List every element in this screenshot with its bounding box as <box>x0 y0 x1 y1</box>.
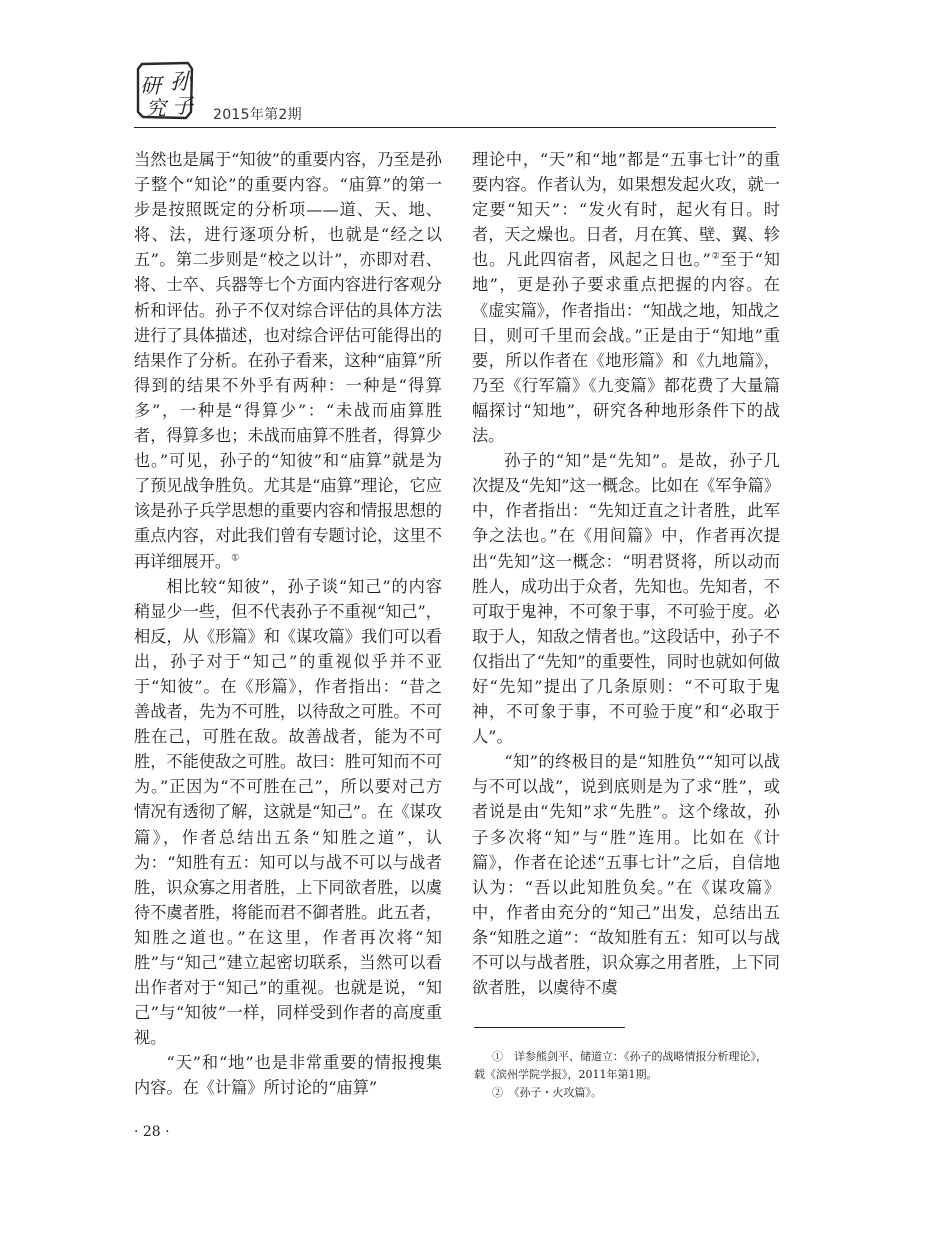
left-paragraph-2: 相比较“知彼”，孙子谈“知己”的内容稍显少一些，但不代表孙子不重视“知己”，相反，从《形篇》和《谋攻篇》我们可以看出，孙子对于“知己”的重视似乎并不亚于“知彼”。在《形篇》，作者指出：“昔之善战者，先为不可胜，以待敌之可胜。不可胜在己，可胜在敌。故善战者，能为不可胜，不能使敌之可胜。故曰：胜可知而不可为。”正因为“不可胜在己”，所以要对己方情况有透彻了解，这就是“知己”。在《谋攻篇》，作者总结出五条“知胜之道”，认为：“知胜有五：知可以与战不可以与战者胜，识众寡之用者胜，上下同欲者胜，以虞待不虞者胜，将能而君不御者胜。此五者，知胜之道也。”在这里，作者再次将“知胜”与“知己”建立起密切联系，当然可以看出作者对于“知己”的重视。也就是说，“知己”与“知彼”一样，同样受到作者的高度重视。 <box>134 576 442 1048</box>
page-number: · 28 · <box>134 1124 170 1140</box>
journal-logo <box>134 60 196 122</box>
left-paragraph-1-text: 当然也是属于“知彼”的重要内容，乃至是孙子整个“知论”的重要内容。“庙算”的第一步是按照既定的分析项——道、天、地、将、法，进行逐项分析，也就是“经之以五”。第二步则是“校之以计”，亦即对君、将、士卒、兵器等七个方面内容进行客观分析和评估。孙子不仅对综合评估的具体方法进行了具体描述，也对综合评估可能得出的结果作了分析。在孙子看来，这种“庙算”所得到的结果不外乎有两种：一种是“得算多”，一种是“得算少”：“未战而庙算胜者，得算多也；未战而庙算不胜者，得算少也。”可见，孙子的“知彼”和“庙算”就是为了预见战争胜负。尤其是“庙算”理论，它应该是孙子兵学思想的重要内容和情报思想的重点内容，对此我们曾有专题讨论，这里不再详细展开。 <box>134 150 442 571</box>
logo-char-yan: 研 <box>140 74 161 98</box>
footnotes <box>474 1048 776 1102</box>
left-paragraph-1 <box>134 147 442 574</box>
logo-char-jiu: 究 <box>146 96 166 120</box>
logo-char-sun: 孙 <box>170 70 193 95</box>
right-paragraph-1-text: 理论中，“天”和“地”都是“五事七计”的重要内容。作者认为，如果想发起火攻，就一定要“知天”：“发火有时，起火有日。时者，天之燥也。日者，月在箕、壁、翼、轸也。凡此四宿者，风起之日也。” <box>472 150 780 270</box>
right-column <box>472 147 780 1000</box>
right-paragraph-1-continuation: 至于“知地”，更是孙子要求重点把握的内容。在《虚实篇》，作者指出：“知战之地，知战之日，则可千里而会战。”正是由于“知地”重要，所以作者在《地形篇》和《九地篇》，乃至《行军篇》《九变篇》都花费了大量篇幅探讨“知地”，研究各种地形条件下的战法。 <box>472 250 780 446</box>
footnote-2: ② 《孙子・火攻篇》。 <box>492 1086 602 1099</box>
logo-char-zi: 子 <box>172 94 193 118</box>
footnote-rule <box>474 1027 625 1028</box>
footnote-ref-2[interactable]: ② <box>710 251 721 262</box>
header-rule <box>134 127 776 128</box>
footnote-ref-1[interactable]: ① <box>231 553 240 564</box>
right-paragraph-2: 孙子的“知”是“先知”。是故，孙子几次提及“先知”这一概念。比如在《军争篇》中，作者指出：“先知迂直之计者胜，此军争之法也。”在《用间篇》中，作者再次提出“先知”这一概念：“明君贤将，所以动而胜人，成功出于众者，先知也。先知者，不可取于鬼神，不可象于事，不可验于度。必取于人，知敌之情者也。”这段话中，孙子不仅指出了“先知”的重要性，同时也就如何做好“先知”提出了几条原则：“不可取于鬼神，不可象于事，不可验于度”和“必取于人”。 <box>472 451 780 747</box>
footnote-1: ① 详参熊剑平、储道立：《孙子的战略情报分析理论》，载《滨州学院学报》，2011年第1期。 <box>474 1050 767 1081</box>
left-column <box>134 147 442 1101</box>
right-paragraph-3: “知”的终极目的是“知胜负”“知可以战与不可以战”，说到底则是为了求“胜”，或者说是由“先知”求“先胜”。这个缘故，孙子多次将“知”与“胜”连用。比如在《计篇》，作者在论述“五事七计”之后，自信地认为：“吾以此知胜负矣。”在《谋攻篇》中，作者由充分的“知己”出发，总结出五条“知胜之道”：“故知胜有五：知可以与战不可以与战者胜，识众寡之用者胜，上下同欲者胜，以虞待不虞 <box>472 752 780 998</box>
right-paragraph-1 <box>472 147 780 448</box>
left-paragraph-3: “天”和“地”也是非常重要的情报搜集内容。在《计篇》所讨论的“庙算” <box>134 1053 442 1098</box>
journal-logo-seal <box>134 60 196 122</box>
issue-label: 2015年第2期 <box>213 107 302 123</box>
